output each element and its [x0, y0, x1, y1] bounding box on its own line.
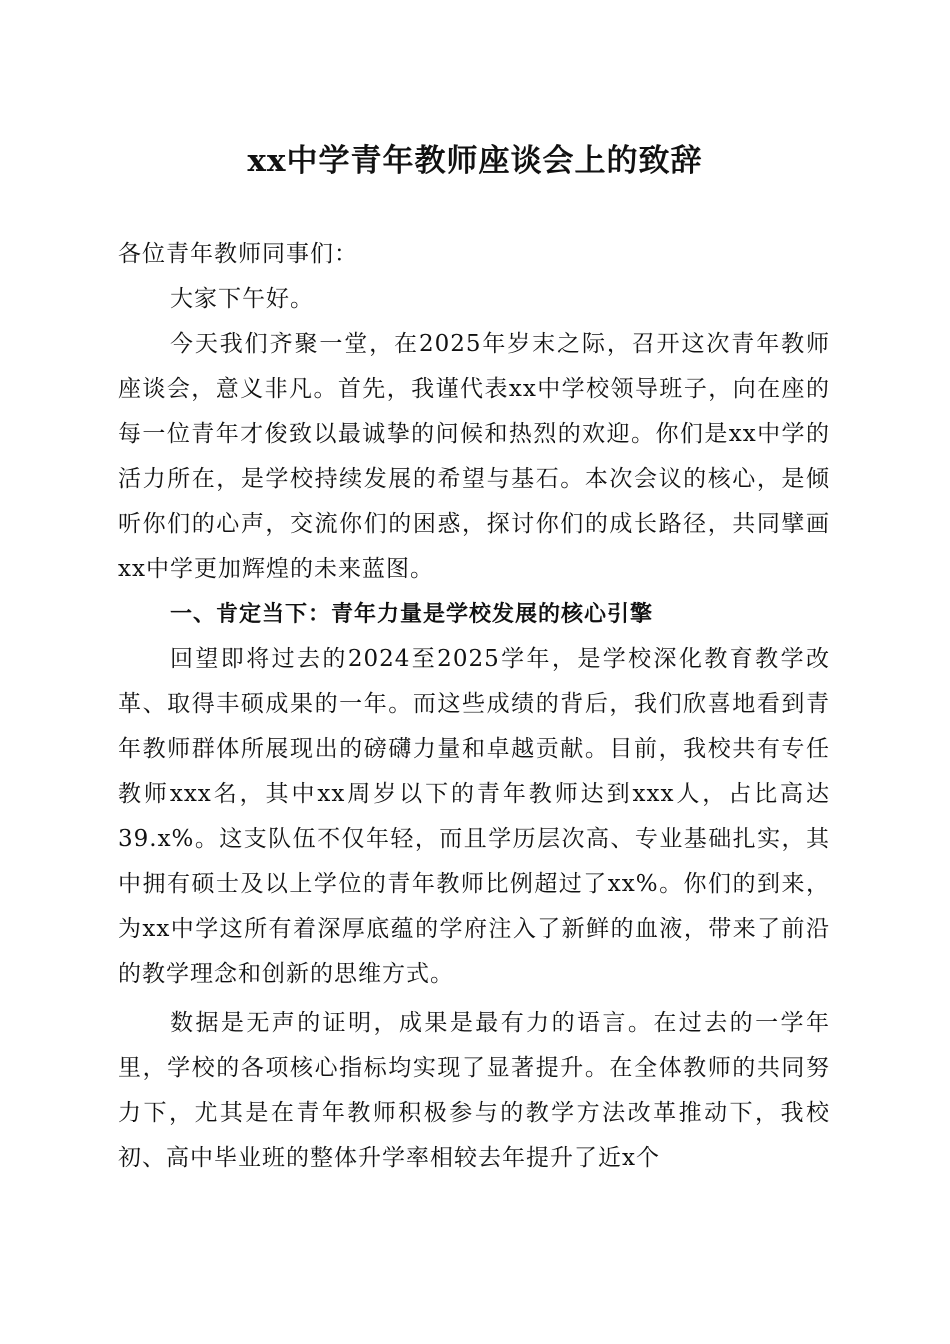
document-body	[118, 232, 830, 1181]
document-title: xx中学青年教师座谈会上的致辞	[247, 143, 703, 179]
paragraph-intro: 今天我们齐聚一堂，在2025年岁末之际，召开这次青年教师座谈会，意义非凡。首先，我谨代表xx中学校领导班子，向在座的每一位青年才俊致以最诚挚的问候和热烈的欢迎。你们是xx中学的活力所在，是学校持续发展的希望与基石。本次会议的核心，是倾听你们的心声，交流你们的困惑，探讨你们的成长路径，共同擘画xx中学更加辉煌的未来蓝图。	[118, 331, 830, 582]
paragraph-review: 回望即将过去的2024至2025学年，是学校深化教育教学改革、取得丰硕成果的一年。而这些成绩的背后，我们欣喜地看到青年教师群体所展现出的磅礴力量和卓越贡献。目前，我校共有专任教师xxx名，其中xx周岁以下的青年教师达到xxx人，占比高达39.x%。这支队伍不仅年轻，而且学历层次高、专业基础扎实，其中拥有硕士及以上学位的青年教师比例超过了xx%。你们的到来，为xx中学这所有着深厚底蕴的学府注入了新鲜的血液，带来了前沿的教学理念和创新的思维方式。	[118, 646, 830, 987]
paragraph-data: 数据是无声的证明，成果是最有力的语言。在过去的一学年里，学校的各项核心指标均实现了显著提升。在全体教师的共同努力下，尤其是在青年教师积极参与的教学方法改革推动下，我校初、高中毕业班的整体升学率相较去年提升了近x个	[118, 1010, 830, 1171]
section-heading: 一、肯定当下：青年力量是学校发展的核心引擎	[170, 602, 654, 627]
salutation: 各位青年教师同事们：	[118, 241, 358, 267]
greeting: 大家下午好。	[170, 286, 314, 312]
